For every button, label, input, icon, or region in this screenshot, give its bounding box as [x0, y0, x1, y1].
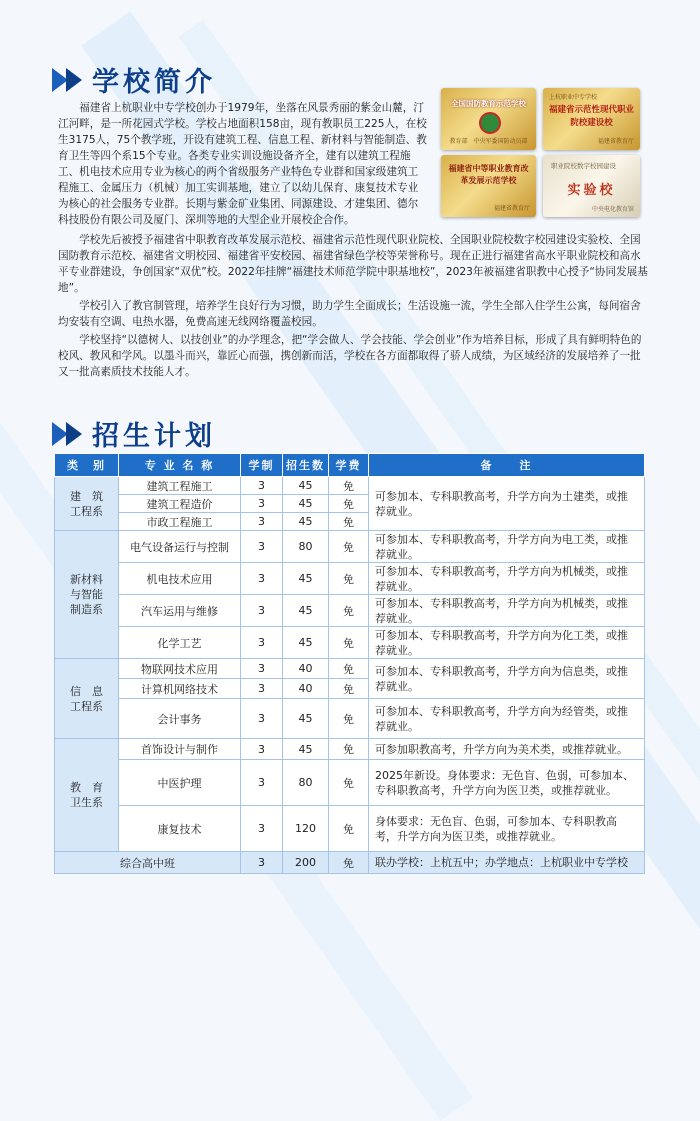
note-cell: 可参加本、专科职教高考，升学方向为土建类，或推荐就业。 — [369, 477, 645, 531]
award-plaque — [441, 88, 536, 150]
years-cell: 3 — [241, 852, 283, 874]
major-name: 建筑工程造价 — [119, 495, 241, 513]
note-cell: 可参加本、专科职教高考，升学方向为机械类，或推荐就业。 — [369, 595, 645, 627]
section-heading: 招生计划 — [92, 421, 216, 452]
count-cell: 80 — [283, 531, 329, 563]
column-header: 学制 — [241, 454, 283, 477]
note-cell: 可参加本、专科职教高考，升学方向为经管类，或推荐就业。 — [369, 699, 645, 739]
count-cell: 80 — [283, 760, 329, 806]
years-cell: 3 — [241, 513, 283, 531]
fee-cell: 免 — [329, 495, 369, 513]
enrollment-table — [54, 453, 645, 874]
years-cell: 3 — [241, 760, 283, 806]
column-header: 招生数 — [283, 454, 329, 477]
fee-cell: 免 — [329, 699, 369, 739]
school-emblem-icon — [479, 112, 501, 134]
count-cell: 45 — [283, 739, 329, 760]
award-title: 福建省中等职业教育改革发展示范学校 — [448, 164, 529, 185]
intro-paragraph: 学校坚持“以德树人、以技创业”的办学理念，把“学会做人、学会技能、学会创业”作为培养目标，形成了具有鲜明特色的校风、教风和学风。以墨斗而兴，靠匠心而强，携创新而活，学校在各方面都取得了骄人成绩，为区域经济的发展培养了一批又一批高素质技术技能人才。 — [58, 334, 642, 378]
count-cell: 45 — [283, 595, 329, 627]
fee-cell: 免 — [329, 739, 369, 760]
years-cell: 3 — [241, 699, 283, 739]
table-row — [55, 563, 645, 595]
fee-cell: 免 — [329, 627, 369, 659]
major-name: 汽车运用与维修 — [119, 595, 241, 627]
section-heading: 学校简介 — [92, 67, 216, 98]
arrow-icon — [66, 422, 82, 446]
fee-cell: 免 — [329, 760, 369, 806]
count-cell: 40 — [283, 659, 329, 679]
note-cell: 可参加本、专科职教高考，升学方向为信息类，或推荐就业。 — [369, 659, 645, 699]
column-header: 备 注 — [369, 454, 645, 477]
section-title-enrollment — [52, 414, 216, 453]
count-cell: 45 — [283, 699, 329, 739]
table-row — [55, 806, 645, 852]
major-name: 中医护理 — [119, 760, 241, 806]
fee-cell: 免 — [329, 595, 369, 627]
note-cell: 可参加本、专科职教高考，升学方向为电工类，或推荐就业。 — [369, 531, 645, 563]
count-cell: 45 — [283, 477, 329, 495]
section-title-school-intro — [52, 60, 216, 99]
arrow-icon — [66, 68, 82, 92]
award-title: 全国国防教育示范学校 — [451, 99, 526, 108]
award-title: 福建省示范性现代职业院校建设校 — [549, 105, 635, 128]
table-row — [55, 760, 645, 806]
category-cell: 信 息 工程系 — [55, 659, 119, 739]
table-row — [55, 659, 645, 679]
award-issuer: 福建省教育厅 — [493, 205, 530, 212]
years-cell: 3 — [241, 531, 283, 563]
award-issuer: 教育部 中央军委国防动员部 — [449, 138, 528, 145]
note-cell: 可参加职教高考，升学方向为美术类，或推荐就业。 — [369, 739, 645, 760]
table-row — [55, 531, 645, 563]
major-name: 首饰设计与制作 — [119, 739, 241, 760]
column-header: 类 别 — [55, 454, 119, 477]
years-cell: 3 — [241, 495, 283, 513]
major-name: 电气设备运行与控制 — [119, 531, 241, 563]
category-cell: 教 育 卫生系 — [55, 739, 119, 852]
table-row — [55, 852, 645, 874]
award-title: 实验校 — [567, 183, 616, 198]
note-cell: 2025年新设。身体要求：无色盲、色弱，可参加本、专科职教高考，升学方向为医卫类，或推荐就业。 — [369, 760, 645, 806]
note-cell: 可参加本、专科职教高考，升学方向为机械类，或推荐就业。 — [369, 563, 645, 595]
years-cell: 3 — [241, 739, 283, 760]
table-header-row — [55, 454, 645, 477]
fee-cell: 免 — [329, 659, 369, 679]
table-row — [55, 627, 645, 659]
category-cell: 新材料 与智能 制造系 — [55, 531, 119, 659]
fee-cell: 免 — [329, 563, 369, 595]
note-cell: 身体要求：无色盲、色弱，可参加本、专科职教高考，升学方向为医卫类，或推荐就业。 — [369, 806, 645, 852]
award-plaque — [543, 88, 640, 150]
major-name: 康复技术 — [119, 806, 241, 852]
years-cell: 3 — [241, 595, 283, 627]
fee-cell: 免 — [329, 806, 369, 852]
table-row — [55, 699, 645, 739]
count-cell: 45 — [283, 495, 329, 513]
column-header: 学费 — [329, 454, 369, 477]
award-plaque — [441, 155, 536, 217]
intro-paragraph: 学校先后被授予福建省中职教育改革发展示范校、福建省示范性现代职业院校、全国职业院校数字校园建设实验校、全国国防教育示范校、福建省文明校园、福建省平安校园、福建省绿色学校等荣誉称号。现在正进行福建省高水平职业院校和高水平专业群建设，争创国家“双优”校。2022年挂牌“福建技术师范学院中职基地校”，2023年被福建省职教中心授予“协同发展基地”。 — [58, 234, 648, 294]
count-cell: 40 — [283, 679, 329, 699]
award-top-text: 职业院校数字校园建设 — [551, 162, 616, 170]
fee-cell: 免 — [329, 679, 369, 699]
fee-cell: 免 — [329, 513, 369, 531]
note-cell: 可参加本、专科职教高考，升学方向为化工类，或推荐就业。 — [369, 627, 645, 659]
count-cell: 45 — [283, 513, 329, 531]
major-name: 会计事务 — [119, 699, 241, 739]
count-cell: 120 — [283, 806, 329, 852]
years-cell: 3 — [241, 806, 283, 852]
table-row — [55, 477, 645, 495]
years-cell: 3 — [241, 477, 283, 495]
major-name: 建筑工程施工 — [119, 477, 241, 495]
major-name: 化学工艺 — [119, 627, 241, 659]
fee-cell: 免 — [329, 852, 369, 874]
column-header: 专 业 名 称 — [119, 454, 241, 477]
count-cell: 45 — [283, 627, 329, 659]
award-issuer: 福建省教育厅 — [597, 138, 634, 145]
table-row — [55, 595, 645, 627]
years-cell: 3 — [241, 563, 283, 595]
award-plaque — [543, 155, 640, 217]
count-cell: 200 — [283, 852, 329, 874]
note-cell: 联办学校：上杭五中；办学地点：上杭职业中专学校 — [369, 852, 645, 874]
award-top-text: 上杭职业中专学校 — [549, 94, 598, 101]
intro-paragraph: 学校引入了教官制管理，培养学生良好行为习惯，助力学生全面成长；生活设施一流，学生全部入住学生公寓，每间宿舍均安装有空调、电热水器，免费高速无线网络覆盖校园。 — [58, 300, 641, 328]
major-name: 综合高中班 — [55, 852, 241, 874]
table-row — [55, 739, 645, 760]
years-cell: 3 — [241, 659, 283, 679]
major-name: 机电技术应用 — [119, 563, 241, 595]
major-name: 物联网技术应用 — [119, 659, 241, 679]
major-name: 计算机网络技术 — [119, 679, 241, 699]
years-cell: 3 — [241, 679, 283, 699]
fee-cell: 免 — [329, 477, 369, 495]
major-name: 市政工程施工 — [119, 513, 241, 531]
count-cell: 45 — [283, 563, 329, 595]
award-issuer: 中央电化教育馆 — [591, 206, 634, 213]
intro-paragraph: 福建省上杭职业中专学校创办于1979年，坐落在风景秀丽的紫金山麓，汀江河畔，是一所花园式学校。学校占地面积158亩，现有教职员工225人，在校生3175人，75个教学班，开设有建筑工程、信息工程、新材料与智能制造、教育卫生等四个系15个专业。各类专业实训设施设备齐全，建有以建筑工程施工、机电技术应用专业为核心的两个省级服务产业特色专业群和国家级建筑工程施工、金属压力（机械）加工实训基地，建立了以幼儿保育、康复技术专业为核心的社会服务专业群。长期与紫金矿业集团、同源建设、才建集团、德尔科技股份有限公司及厦门、深圳等地的大型企业开展校企合作。 — [58, 102, 427, 226]
years-cell: 3 — [241, 627, 283, 659]
category-cell: 建 筑 工程系 — [55, 477, 119, 531]
fee-cell: 免 — [329, 531, 369, 563]
